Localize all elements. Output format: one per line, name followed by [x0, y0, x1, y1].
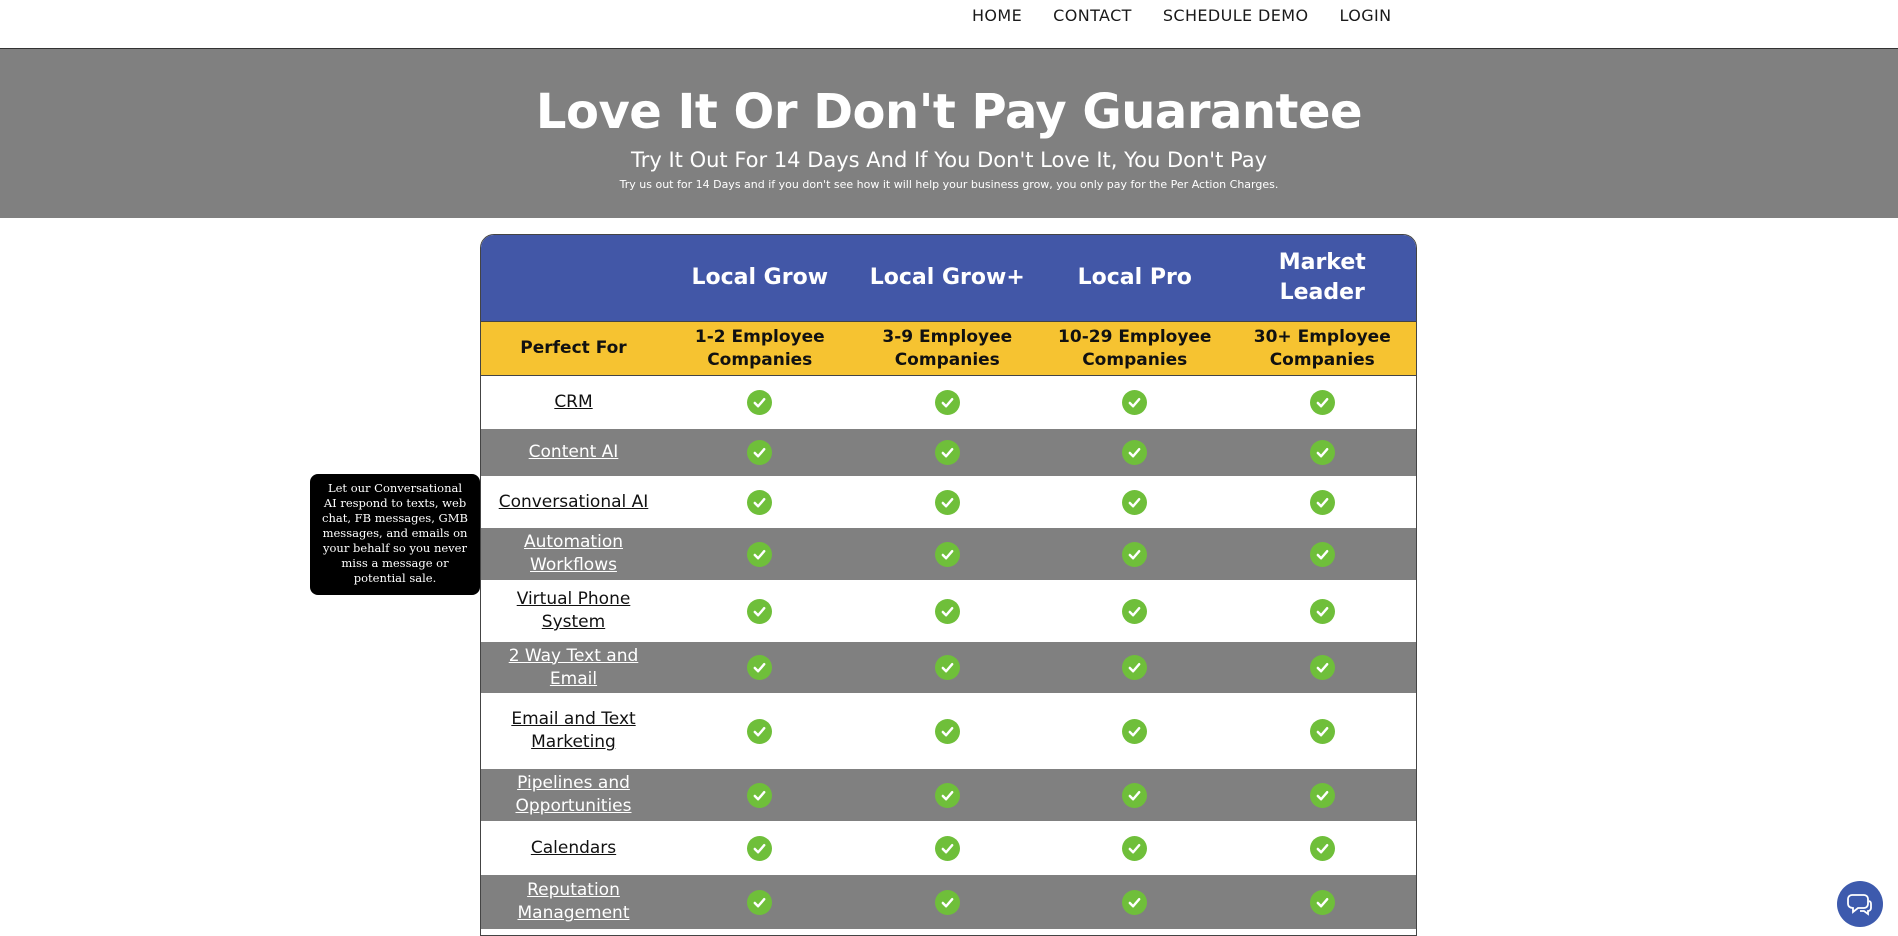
- check-circle-icon: [1122, 655, 1147, 680]
- feature-name-link[interactable]: Pipelines and Opportunities: [515, 773, 632, 816]
- feature-included-cell: [1041, 580, 1229, 642]
- feature-name-link[interactable]: Conversational AI: [498, 491, 649, 512]
- feature-row: [481, 875, 1416, 929]
- feature-included-cell: [666, 476, 854, 528]
- hero-note: Try us out for 14 Days and if you don't see how it will help your business grow, you only pay for the Per Action Charges.: [619, 178, 1279, 191]
- plan-name-local-grow-plus: Local Grow+: [869, 265, 1025, 290]
- perfect-for-value: 10-29 Employee Companies: [1058, 326, 1212, 370]
- perfect-for-value: 30+ Employee Companies: [1253, 326, 1391, 370]
- check-circle-icon: [935, 599, 960, 624]
- feature-included-cell: [1229, 875, 1417, 929]
- plan-header-row: [481, 235, 1416, 321]
- hero-title: Love It Or Don't Pay Guarantee: [535, 84, 1363, 140]
- feature-name-link[interactable]: Virtual Phone System: [516, 589, 631, 632]
- header-empty-cell: [481, 235, 666, 321]
- nav-link-home[interactable]: HOME: [972, 6, 1023, 25]
- feature-name-cell: [481, 429, 666, 476]
- feature-included-cell: [1229, 821, 1417, 875]
- check-circle-icon: [935, 783, 960, 808]
- feature-included-cell: [1041, 376, 1229, 429]
- feature-row: [481, 821, 1416, 875]
- check-circle-icon: [1310, 836, 1335, 861]
- feature-included-cell: [1229, 476, 1417, 528]
- check-circle-icon: [935, 836, 960, 861]
- feature-name-cell: [481, 476, 666, 528]
- feature-name-link[interactable]: 2 Way Text and Email: [508, 645, 639, 689]
- plan-name-local-pro: Local Pro: [1077, 265, 1192, 290]
- check-circle-icon: [935, 890, 960, 915]
- perfect-for-value: 3-9 Employee Companies: [882, 326, 1013, 370]
- feature-included-cell: [854, 642, 1042, 693]
- feature-included-cell: [1229, 429, 1417, 476]
- feature-included-cell: [1041, 476, 1229, 528]
- feature-row: [481, 476, 1416, 528]
- feature-included-cell: [854, 875, 1042, 929]
- check-circle-icon: [935, 542, 960, 567]
- perfect-for-row: [481, 321, 1416, 376]
- hero-subtitle: Try It Out For 14 Days And If You Don't Love It, You Don't Pay: [631, 148, 1267, 172]
- check-circle-icon: [1310, 719, 1335, 744]
- feature-included-cell: [1229, 693, 1417, 769]
- check-circle-icon: [747, 655, 772, 680]
- feature-included-cell: [854, 580, 1042, 642]
- nav-link-login[interactable]: LOGIN: [1339, 6, 1392, 25]
- feature-included-cell: [1041, 821, 1229, 875]
- perfect-for-label: Perfect For: [520, 338, 627, 358]
- check-circle-icon: [1122, 783, 1147, 808]
- feature-included-cell: [1229, 528, 1417, 580]
- feature-included-cell: [854, 429, 1042, 476]
- check-circle-icon: [1122, 719, 1147, 744]
- check-circle-icon: [1122, 490, 1147, 515]
- check-circle-icon: [935, 390, 960, 415]
- nav-links: [972, 6, 1423, 25]
- feature-included-cell: [1041, 528, 1229, 580]
- feature-tooltip: Let our Conversational AI respond to texts, web chat, FB messages, GMB messages, and emails on your behalf so you never miss a message or potential sale.: [310, 474, 480, 595]
- feature-row: [481, 642, 1416, 693]
- check-circle-icon: [1310, 490, 1335, 515]
- feature-name-link[interactable]: Reputation Management: [517, 880, 630, 923]
- check-circle-icon: [935, 719, 960, 744]
- feature-name-cell: [481, 769, 666, 821]
- feature-included-cell: [1041, 693, 1229, 769]
- feature-included-cell: [666, 376, 854, 429]
- check-circle-icon: [935, 490, 960, 515]
- feature-included-cell: [1041, 875, 1229, 929]
- feature-name-cell: [481, 821, 666, 875]
- feature-row: [481, 528, 1416, 580]
- feature-included-cell: [666, 875, 854, 929]
- check-circle-icon: [1310, 599, 1335, 624]
- feature-name-link[interactable]: Automation Workflows: [523, 532, 623, 575]
- feature-row: [481, 429, 1416, 476]
- feature-row: [481, 693, 1416, 769]
- check-circle-icon: [1122, 890, 1147, 915]
- check-circle-icon: [747, 890, 772, 915]
- plan-name-local-grow: Local Grow: [691, 265, 829, 290]
- check-circle-icon: [747, 542, 772, 567]
- feature-included-cell: [666, 642, 854, 693]
- check-circle-icon: [747, 599, 772, 624]
- check-circle-icon: [1310, 655, 1335, 680]
- feature-rows: [481, 376, 1416, 929]
- feature-name-link[interactable]: Email and Text Marketing: [511, 709, 636, 752]
- feature-included-cell: [1229, 376, 1417, 429]
- feature-name-link[interactable]: Content AI: [528, 442, 619, 462]
- feature-included-cell: [1229, 769, 1417, 821]
- feature-included-cell: [1229, 580, 1417, 642]
- feature-row: [481, 580, 1416, 642]
- feature-included-cell: [854, 528, 1042, 580]
- feature-row: [481, 376, 1416, 429]
- check-circle-icon: [1310, 890, 1335, 915]
- feature-included-cell: [1041, 429, 1229, 476]
- feature-included-cell: [666, 769, 854, 821]
- feature-included-cell: [854, 376, 1042, 429]
- feature-included-cell: [666, 429, 854, 476]
- check-circle-icon: [747, 836, 772, 861]
- feature-included-cell: [666, 821, 854, 875]
- nav-link-schedule-demo[interactable]: SCHEDULE DEMO: [1162, 6, 1309, 25]
- feature-name-cell: [481, 528, 666, 580]
- feature-name-cell: [481, 376, 666, 429]
- top-navbar: [0, 0, 1898, 49]
- plan-name-market-leader: Market Leader: [1278, 250, 1366, 305]
- feature-included-cell: [854, 693, 1042, 769]
- feature-included-cell: [854, 769, 1042, 821]
- perfect-for-value: 1-2 Employee Companies: [694, 326, 825, 370]
- chat-bubble-icon: [1847, 891, 1873, 917]
- feature-included-cell: [854, 476, 1042, 528]
- feature-name-cell: [481, 580, 666, 642]
- feature-included-cell: [854, 821, 1042, 875]
- feature-row: [481, 769, 1416, 821]
- check-circle-icon: [747, 719, 772, 744]
- nav-link-contact[interactable]: CONTACT: [1053, 6, 1132, 25]
- check-circle-icon: [747, 490, 772, 515]
- check-circle-icon: [747, 783, 772, 808]
- chat-widget-button[interactable]: [1837, 881, 1883, 927]
- feature-name-link[interactable]: CRM: [554, 392, 593, 412]
- check-circle-icon: [935, 440, 960, 465]
- check-circle-icon: [747, 440, 772, 465]
- feature-included-cell: [1041, 642, 1229, 693]
- feature-included-cell: [1041, 769, 1229, 821]
- check-circle-icon: [1122, 836, 1147, 861]
- feature-included-cell: [666, 528, 854, 580]
- check-circle-icon: [935, 655, 960, 680]
- feature-included-cell: [666, 693, 854, 769]
- hero-banner: [0, 49, 1898, 218]
- check-circle-icon: [1122, 599, 1147, 624]
- feature-name-cell: [481, 693, 666, 769]
- check-circle-icon: [1122, 440, 1147, 465]
- check-circle-icon: [1310, 542, 1335, 567]
- check-circle-icon: [1122, 390, 1147, 415]
- pricing-table: [480, 234, 1417, 936]
- check-circle-icon: [1310, 783, 1335, 808]
- check-circle-icon: [1310, 390, 1335, 415]
- feature-name-link[interactable]: Calendars: [530, 837, 617, 858]
- feature-name-cell: [481, 875, 666, 929]
- check-circle-icon: [1122, 542, 1147, 567]
- check-circle-icon: [747, 390, 772, 415]
- check-circle-icon: [1310, 440, 1335, 465]
- feature-included-cell: [666, 580, 854, 642]
- feature-name-cell: [481, 642, 666, 693]
- feature-included-cell: [1229, 642, 1417, 693]
